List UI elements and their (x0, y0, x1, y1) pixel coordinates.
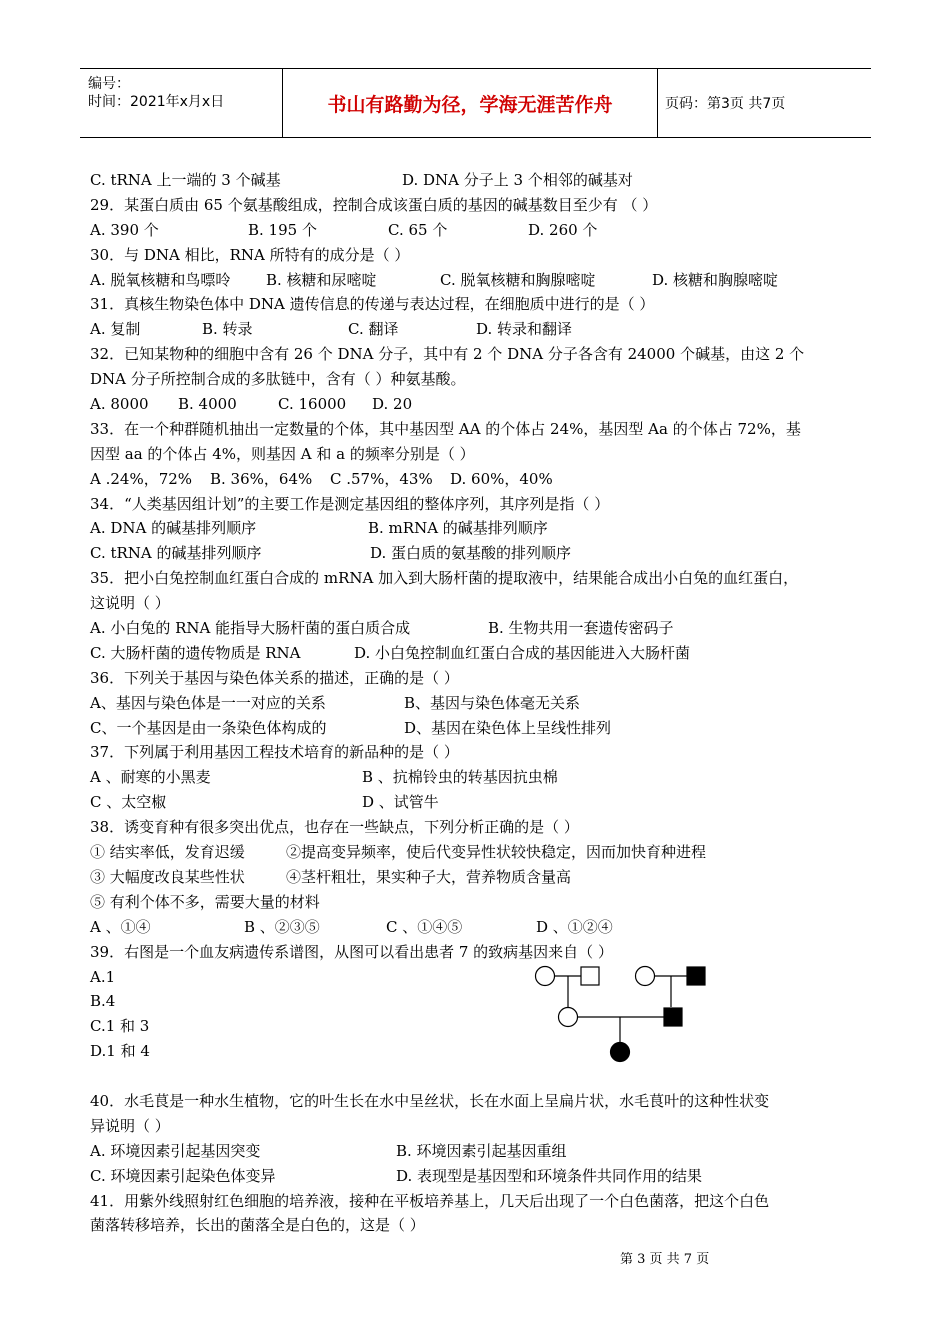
text-segment: 36．下列关于基因与染色体关系的描述，正确的是（ ） (90, 668, 459, 687)
text-segment: 34．“人类基因组计划”的主要工作是测定基因组的整体序列，其序列是指（ ） (90, 494, 610, 513)
text-segment: D. 小白兔控制血红蛋白合成的基因能进入大肠杆菌 (354, 643, 691, 662)
text-segment: 38．诱变育种有很多突出优点，也存在一些缺点，下列分析正确的是（ ） (90, 818, 579, 837)
text-line (90, 417, 880, 442)
text-segment: B. 4000 (178, 395, 237, 414)
text-line (90, 1064, 880, 1089)
pedigree-chart (530, 962, 730, 1068)
text-segment: 32．已知某物种的细胞中含有 26 个 DNA 分子，其中有 2 个 DNA 分子各含有 24000 个碱基，由这 2 个 (90, 345, 805, 364)
text-line (90, 1213, 880, 1238)
text-segment: A. 390 个 (90, 220, 159, 239)
text-segment: B. 转录 (202, 320, 253, 339)
pedigree-male-affected-6 (664, 1008, 682, 1026)
text-line (90, 1189, 880, 1214)
text-segment: 这说明（ ） (90, 594, 170, 613)
text-segment: D. 表现型是基因型和环境条件共同作用的结果 (396, 1166, 703, 1185)
text-line (90, 566, 880, 591)
text-line (90, 591, 880, 616)
text-line (90, 940, 880, 965)
text-segment: A. 小白兔的 RNA 能指导大肠杆菌的蛋白质合成 (90, 619, 411, 638)
text-segment: D 、试管牛 (362, 793, 439, 812)
text-segment: A. 脱氧核糖和鸟嘌呤 (90, 270, 231, 289)
text-segment: B.4 (90, 992, 116, 1011)
text-segment: C 、①④⑤ (386, 917, 463, 936)
text-segment: 菌落转移培养，长出的菌落全是白色的，这是（ ） (90, 1216, 425, 1235)
text-line (90, 243, 880, 268)
text-segment: 因型 aa 的个体占 4%，则基因 A 和 a 的频率分别是（ ） (90, 444, 475, 463)
time-label: 时间：2021年x月x日 (88, 94, 225, 110)
text-segment: 31．真核生物染色体中 DNA 遗传信息的传递与表达过程，在细胞质中进行的是（ ） (90, 295, 655, 314)
text-segment: ④茎杆粗壮，果实种子大，营养物质含量高 (286, 867, 572, 886)
text-line (90, 691, 880, 716)
text-line (90, 1014, 880, 1039)
text-line (90, 1139, 880, 1164)
text-segment: C、一个基因是由一条染色体构成的 (90, 718, 327, 737)
text-line (90, 790, 880, 815)
pedigree-male-2 (581, 967, 599, 985)
text-segment: C. tRNA 上一端的 3 个碱基 (90, 171, 281, 189)
text-segment: C.1 和 3 (90, 1017, 150, 1036)
text-segment: C .57%，43% (330, 469, 433, 488)
text-segment: A .24%，72% (90, 469, 193, 488)
text-line (90, 541, 880, 566)
text-segment: A 、①④ (90, 917, 151, 936)
text-line (90, 740, 880, 765)
text-segment: D 、①②④ (536, 917, 613, 936)
text-line (90, 840, 880, 865)
text-segment: DNA 分子所控制合成的多肽链中，含有（ ）种氨基酸。 (90, 370, 466, 389)
text-segment: A. 8000 (90, 395, 149, 414)
text-line (90, 367, 880, 392)
header-meta (80, 69, 282, 137)
question-body (90, 168, 880, 1238)
text-line (90, 342, 880, 367)
text-segment: D. 蛋白质的氨基酸的排列顺序 (370, 544, 572, 563)
text-segment: A. DNA 的碱基排列顺序 (90, 519, 257, 538)
text-segment: D. 核糖和胸腺嘧啶 (652, 270, 779, 289)
text-segment: A. 环境因素引起基因突变 (90, 1141, 261, 1160)
text-segment: C. tRNA 的碱基排列顺序 (90, 544, 262, 563)
text-line (90, 516, 880, 541)
text-segment: B. 核糖和尿嘧啶 (266, 270, 377, 289)
text-segment: C 、太空椒 (90, 793, 167, 812)
pedigree-female-1 (536, 967, 555, 986)
text-line (90, 815, 880, 840)
text-segment: 37．下列属于利用基因工程技术培育的新品种的是（ ） (90, 743, 459, 762)
text-segment: B. 195 个 (248, 220, 317, 239)
text-line (90, 865, 880, 890)
pedigree-female-5 (559, 1008, 578, 1027)
text-segment: ②提高变异频率，使后代变异性状较快稳定，因而加快育种进程 (286, 843, 707, 862)
text-segment: D. 转录和翻译 (476, 320, 573, 339)
text-line (90, 1164, 880, 1189)
text-segment: D、基因在染色体上呈线性排列 (404, 718, 612, 737)
text-segment: A、基因与染色体是一一对应的关系 (90, 693, 326, 712)
text-segment: 33．在一个种群随机抽出一定数量的个体，其中基因型 AA 的个体占 24%，基因型 Aa 的个体占 72%，基 (90, 419, 801, 438)
text-segment: 41．用紫外线照射红色细胞的培养液，接种在平板培养基上，几天后出现了一个白色菌落，把这个白色 (90, 1191, 770, 1210)
page-header (80, 68, 871, 138)
text-segment: C. 翻译 (348, 320, 399, 339)
text-segment: B 、抗棉铃虫的转基因抗虫棉 (362, 768, 558, 787)
text-segment: C. 65 个 (388, 220, 448, 239)
text-segment: B. 36%，64% (210, 469, 313, 488)
text-line (90, 392, 880, 417)
text-segment: C. 16000 (278, 395, 347, 414)
text-segment: 29．某蛋白质由 65 个氨基酸组成，控制合成该蛋白质的基因的碱基数目至少有 （ ） (90, 195, 658, 214)
pedigree-male-affected-4 (687, 967, 705, 985)
text-segment: ③ 大幅度改良某些性状 (90, 867, 245, 886)
text-line (90, 292, 880, 317)
text-segment: D. DNA 分子上 3 个相邻的碱基对 (402, 171, 633, 189)
text-segment: D. 260 个 (528, 220, 598, 239)
text-line (90, 467, 880, 492)
pedigree-affected-7 (611, 1043, 630, 1062)
text-segment: ① 结实率低，发育迟缓 (90, 843, 245, 862)
text-segment: 39．右图是一个血友病遗传系谱图，从图可以看出患者 7 的致病基因来自（ ） (90, 942, 613, 961)
text-segment: C. 环境因素引起染色体变异 (90, 1166, 276, 1185)
text-line (90, 1039, 880, 1064)
text-segment: B、基因与染色体毫无关系 (404, 693, 581, 712)
text-segment: C. 脱氧核糖和胸腺嘧啶 (440, 270, 596, 289)
text-segment: D.1 和 4 (90, 1042, 150, 1061)
text-segment: B. 生物共用一套遗传密码子 (488, 619, 674, 638)
text-line (90, 1114, 880, 1139)
text-segment: ⑤ 有利个体不多，需要大量的材料 (90, 892, 320, 911)
text-line (90, 268, 880, 293)
text-line (90, 168, 880, 193)
text-line (90, 193, 880, 218)
text-segment: 40．水毛茛是一种水生植物，它的叶生长在水中呈丝状，长在水面上呈扁片状，水毛茛叶的这种性状变 (90, 1091, 770, 1110)
text-line (90, 989, 880, 1014)
text-segment: A 、耐寒的小黑麦 (90, 768, 211, 787)
text-line (90, 492, 880, 517)
text-segment: 35．把小白兔控制血红蛋白合成的 mRNA 加入到大肠杆菌的提取液中，结果能合成出小白兔的血红蛋白， (90, 569, 799, 588)
text-segment: A.1 (90, 967, 116, 986)
text-segment: B 、②③⑤ (244, 917, 320, 936)
text-line (90, 965, 880, 990)
text-line (90, 915, 880, 940)
text-line (90, 890, 880, 915)
text-segment: D. 20 (372, 395, 413, 414)
text-line (90, 317, 880, 342)
text-line (90, 1089, 880, 1114)
text-segment: D. 60%，40% (450, 469, 553, 488)
text-segment: 30．与 DNA 相比，RNA 所特有的成分是（ ） (90, 245, 410, 264)
text-segment: C. 大肠杆菌的遗传物质是 RNA (90, 643, 301, 662)
header-page-info: 页码：第3页 共7页 (665, 96, 786, 112)
text-segment: B. 环境因素引起基因重组 (396, 1141, 567, 1160)
text-line (90, 641, 880, 666)
text-segment: A. 复制 (90, 320, 141, 339)
text-line (90, 765, 880, 790)
number-label: 编号： (88, 76, 130, 92)
text-line (90, 616, 880, 641)
page-footer: 第 3 页 共 7 页 (620, 1252, 710, 1267)
text-line (90, 716, 880, 741)
header-motto: 书山有路勤为径，学海无涯苦作舟 (282, 69, 658, 137)
text-line (90, 442, 880, 467)
text-line (90, 666, 880, 691)
text-line (90, 218, 880, 243)
text-segment: 异说明（ ） (90, 1116, 170, 1135)
text-segment: B. mRNA 的碱基排列顺序 (368, 519, 548, 538)
pedigree-female-3 (636, 967, 655, 986)
